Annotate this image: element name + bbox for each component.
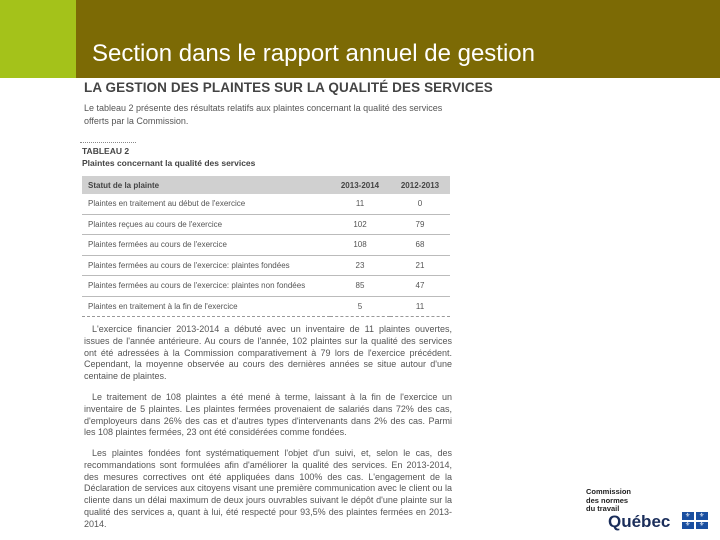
cell-value: 21 <box>390 255 450 276</box>
cell-value: 102 <box>330 214 390 235</box>
logo-line: du travail <box>586 504 620 513</box>
document-excerpt <box>80 80 493 540</box>
table-header-row <box>82 176 450 194</box>
cell-value: 5 <box>330 296 390 317</box>
cell-value: 79 <box>390 214 450 235</box>
cell-value: 11 <box>330 194 390 214</box>
cell-value: 68 <box>390 235 450 256</box>
table-caption: Plaintes concernant la qualité des services <box>82 158 256 168</box>
table-row <box>82 296 450 317</box>
complaints-table <box>82 176 450 317</box>
cell-value: 0 <box>390 194 450 214</box>
row-label: Plaintes reçues au cours de l'exercice <box>82 214 330 235</box>
cell-value: 11 <box>390 296 450 317</box>
table-row <box>82 235 450 256</box>
body-paragraph: Le traitement de 108 plaintes a été mené à terme, laissant à la fin de l'exercice un inventaire de 5 plaintes. Les plaintes fermées provenaient de salariés dans 72% des cas, d'employeurs dans 26% des cas et d'autres types d'intervenants dans 2% des cas. Parmi les 108 plaintes fermées, 23 ont été considérées comme fondées. <box>84 392 452 438</box>
quebec-wordmark: Québec <box>608 512 671 531</box>
dotted-divider <box>80 142 136 143</box>
logo-line: Commission <box>586 487 632 496</box>
column-header: 2012-2013 <box>390 176 450 194</box>
section-heading: LA GESTION DES PLAINTES SUR LA QUALITÉ DES SERVICES <box>84 80 493 95</box>
table-row <box>82 214 450 235</box>
body-paragraph: Les plaintes fondées font systématiquement l'objet d'un suivi, et, selon le cas, des recommandations sont formulées afin d'améliorer la qualité des services. En 2013-2014, des mesures correctives ont été appliquées dans 100% des cas. L'engagement de la Déclaration de services aux citoyens visant une première communication avec le client ou la cliente dans un délai maximum de deux jours ouvrables suivant le dépôt d'une plainte sur la qualité des services a, quant à lui, été respecté pour 93,5% des plaintes fermées en 2013-2014. <box>84 448 452 529</box>
row-label: Plaintes fermées au cours de l'exercice: plaintes non fondées <box>82 276 330 297</box>
table-row <box>82 194 450 214</box>
cell-value: 108 <box>330 235 390 256</box>
row-label: Plaintes fermées au cours de l'exercice <box>82 235 330 256</box>
cell-value: 85 <box>330 276 390 297</box>
row-label: Plaintes fermées au cours de l'exercice: plaintes fondées <box>82 255 330 276</box>
cnt-quebec-logo <box>582 486 712 536</box>
cell-value: 47 <box>390 276 450 297</box>
quebec-flag-icon: ⚜ ⚜ ⚜ ⚜ <box>682 512 708 529</box>
body-paragraph: L'exercice financier 2013-2014 a débuté avec un inventaire de 11 plaintes ouvertes, issues de l'année antérieure. Au cours de l'année, 102 plaintes sur la qualité des services ont été adressées à la Commission comparativement à 79 lors de l'exercice précédent. Cependant, la moyenne observée au cours des dernières années se situe autour d'une centaine de plaintes. <box>84 324 452 382</box>
table-row <box>82 276 450 297</box>
cell-value: 23 <box>330 255 390 276</box>
intro-paragraph: Le tableau 2 présente des résultats relatifs aux plaintes concernant la qualité des services offerts par la Commission. <box>84 103 443 126</box>
logo-wordmark <box>586 488 631 514</box>
slide-header <box>76 0 720 78</box>
row-label: Plaintes en traitement au début de l'exercice <box>82 194 330 214</box>
table-label: TABLEAU 2 <box>82 146 130 156</box>
column-header: Statut de la plainte <box>82 176 330 194</box>
column-header: 2013-2014 <box>330 176 390 194</box>
accent-bar <box>0 0 76 78</box>
slide-title: Section dans le rapport annuel de gestion <box>92 40 535 67</box>
logo-line: des normes <box>586 495 629 505</box>
row-label: Plaintes en traitement à la fin de l'exercice <box>82 296 330 317</box>
table-row <box>82 255 450 276</box>
